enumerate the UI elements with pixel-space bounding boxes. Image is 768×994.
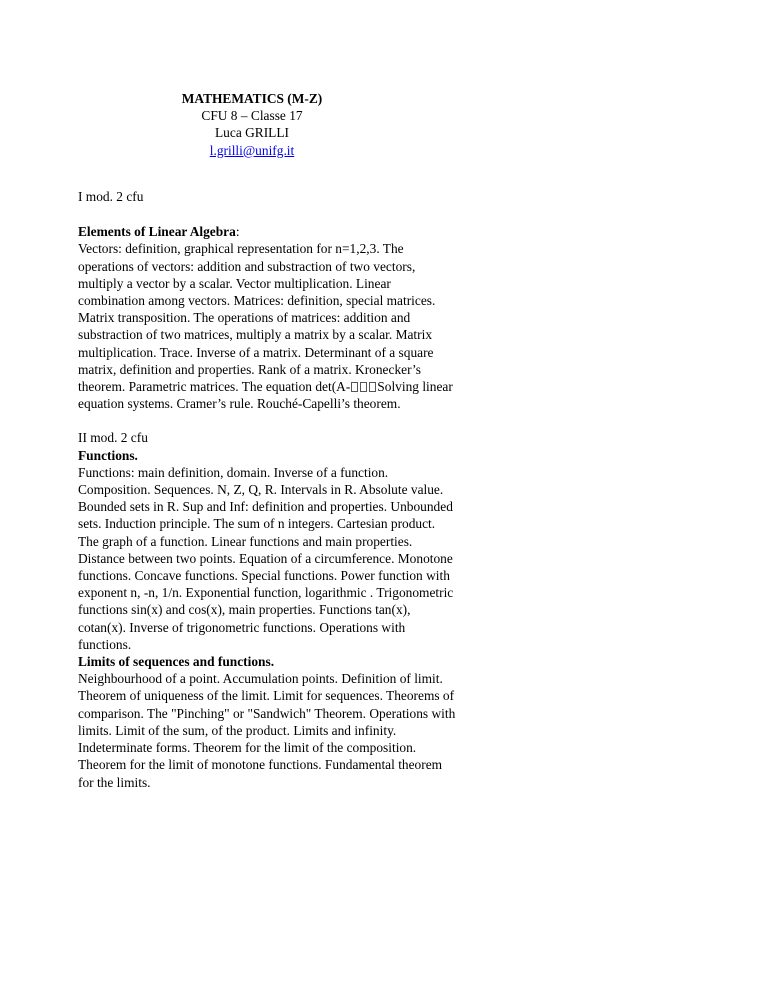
- limits-body: Neighbourhood of a point. Accumulation points. Definition of limit. Theorem of uniqueness of the limit. Limit for sequences. Theorems of comparison. The "Pinching" or "Sandwich" Theorem. Operations with limits. Limit of the sum, of the product. Limits and infinity. Indeterminate forms. Theorem for the limit of the composition. Theorem for the limit of monotone functions. Fundamental theorem for the limits.: [78, 671, 456, 790]
- module1-heading-suffix: :: [235, 224, 240, 240]
- course-header: [148, 90, 356, 159]
- module2-label: II mod. 2 cfu: [78, 430, 148, 446]
- module1-label: I mod. 2 cfu: [78, 189, 144, 204]
- module1-heading: Elements of Linear Algebra: [78, 224, 236, 240]
- course-title: MATHEMATICS (M-Z): [181, 91, 323, 106]
- limits-heading: Limits of sequences and functions.: [78, 654, 275, 670]
- functions-heading: Functions.: [78, 447, 138, 463]
- module1-body-part2: Solving linear equation systems. Cramer’s rule. Rouché-Capelli’s theorem.: [78, 379, 453, 412]
- missing-glyph-icon: [369, 382, 376, 392]
- instructor-email-link[interactable]: l.grilli@unifg.it: [209, 142, 295, 158]
- module1-body-part1: Vectors: definition, graphical representation for n=1,2,3. The operations of vectors: addition and substraction of two vectors, multiply a vector by a scalar. Vector multiplication. Linear combination among vectors. Matrices: definition, special matrices. Matrix transposition. The operations of matrices: addition and substraction of two matrices, multiply a matrix by a scalar. Matrix multiplication. Trace. Inverse of a matrix. Determinant of a square matrix, definition and properties. Rank of a matrix. Kronecker’s theorem. Parametric matrices. The equation det(A-: [78, 241, 436, 395]
- missing-glyph-icon: [351, 382, 358, 392]
- syllabus-content: [78, 188, 458, 791]
- course-credits: CFU 8 – Classe 17: [201, 108, 303, 124]
- missing-glyph-icon: [360, 382, 367, 392]
- instructor-name: Luca GRILLI: [215, 125, 289, 141]
- module1-body: [78, 240, 458, 412]
- functions-body: Functions: main definition, domain. Inverse of a function. Composition. Sequences. N, Z, Q, R. Intervals in R. Absolute value. Bounded sets in R. Sup and Inf: definition and properties. Unbounded sets. Induction principle. The sum of n integers. Cartesian product. The graph of a function. Linear functions and main properties. Distance between two points. Equation of a circumference. Monotone functions. Concave functions. Special functions. Power function with exponent n, -n, 1/n. Exponential function, logarithmic . Trigonometric functions sin(x) and cos(x), main properties. Functions tan(x), cotan(x). Inverse of trigonometric functions. Operations with functions.: [78, 464, 454, 652]
- module1-heading-line: [78, 223, 458, 240]
